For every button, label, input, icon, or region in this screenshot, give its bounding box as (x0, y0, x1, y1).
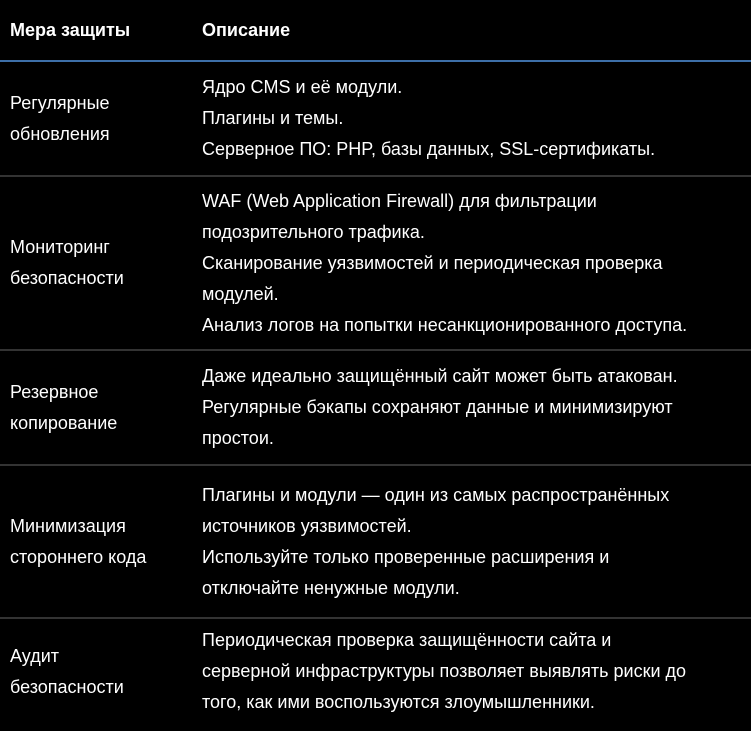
table-row (0, 465, 751, 618)
measure-line: копирование (10, 412, 118, 433)
description-line: Используйте только проверенные расширения и (202, 546, 610, 567)
measure-line: обновления (10, 123, 110, 144)
measure-cell (0, 618, 202, 724)
description-line: того, как ими воспользуются злоумышленники. (202, 692, 595, 712)
description-cell (202, 176, 751, 350)
description-line: Анализ логов на попытки несанкционированного доступа. (202, 314, 688, 335)
description-line: Сканирование уязвимостей и периодическая проверка (202, 252, 663, 273)
description-line: простои. (202, 428, 274, 448)
measure-line: безопасности (10, 268, 124, 288)
table-row (0, 618, 751, 724)
measure-line: Минимизация (10, 515, 126, 536)
description-line: Ядро CMS и её модули. (202, 77, 403, 97)
measure-cell (0, 465, 202, 618)
description-line: Плагины и модули — один из самых распространённых (202, 484, 670, 505)
description-line: серверной инфраструктуры позволяет выявлять риски до (202, 661, 687, 681)
measure-line: Резервное (10, 381, 99, 402)
description-cell (202, 465, 751, 618)
description-line: Регулярные бэкапы сохраняют данные и минимизируют (202, 397, 673, 417)
description-line: отключайте ненужные модули. (202, 577, 460, 598)
measure-cell (0, 61, 202, 176)
table-row (0, 350, 751, 465)
measure-line: безопасности (10, 676, 124, 697)
description-line: источников уязвимостей. (202, 515, 412, 536)
header-description: Описание (202, 0, 751, 61)
table-row (0, 61, 751, 176)
description-line: подозрительного трафика. (202, 221, 425, 242)
measure-line: Аудит (10, 645, 60, 666)
description-line: Периодическая проверка защищённости сайта и (202, 630, 612, 650)
description-cell (202, 350, 751, 465)
measure-cell (0, 350, 202, 465)
table-row (0, 176, 751, 350)
description-cell (202, 618, 751, 724)
description-line: модулей. (202, 283, 279, 304)
description-line: Плагины и темы. (202, 108, 344, 128)
description-cell (202, 61, 751, 176)
measure-line: Мониторинг (10, 237, 110, 257)
description-line: Даже идеально защищённый сайт может быть атакован. (202, 366, 678, 386)
header-row (0, 0, 751, 61)
description-line: WAF (Web Application Firewall) для фильтрации (202, 190, 597, 211)
description-line: Серверное ПО: PHP, базы данных, SSL-сертификаты. (202, 139, 656, 159)
measure-line: стороннего кода (10, 546, 147, 567)
header-measure: Мера защиты (0, 0, 202, 61)
measure-cell (0, 176, 202, 350)
table-body (0, 61, 751, 724)
measure-line: Регулярные (10, 92, 110, 113)
